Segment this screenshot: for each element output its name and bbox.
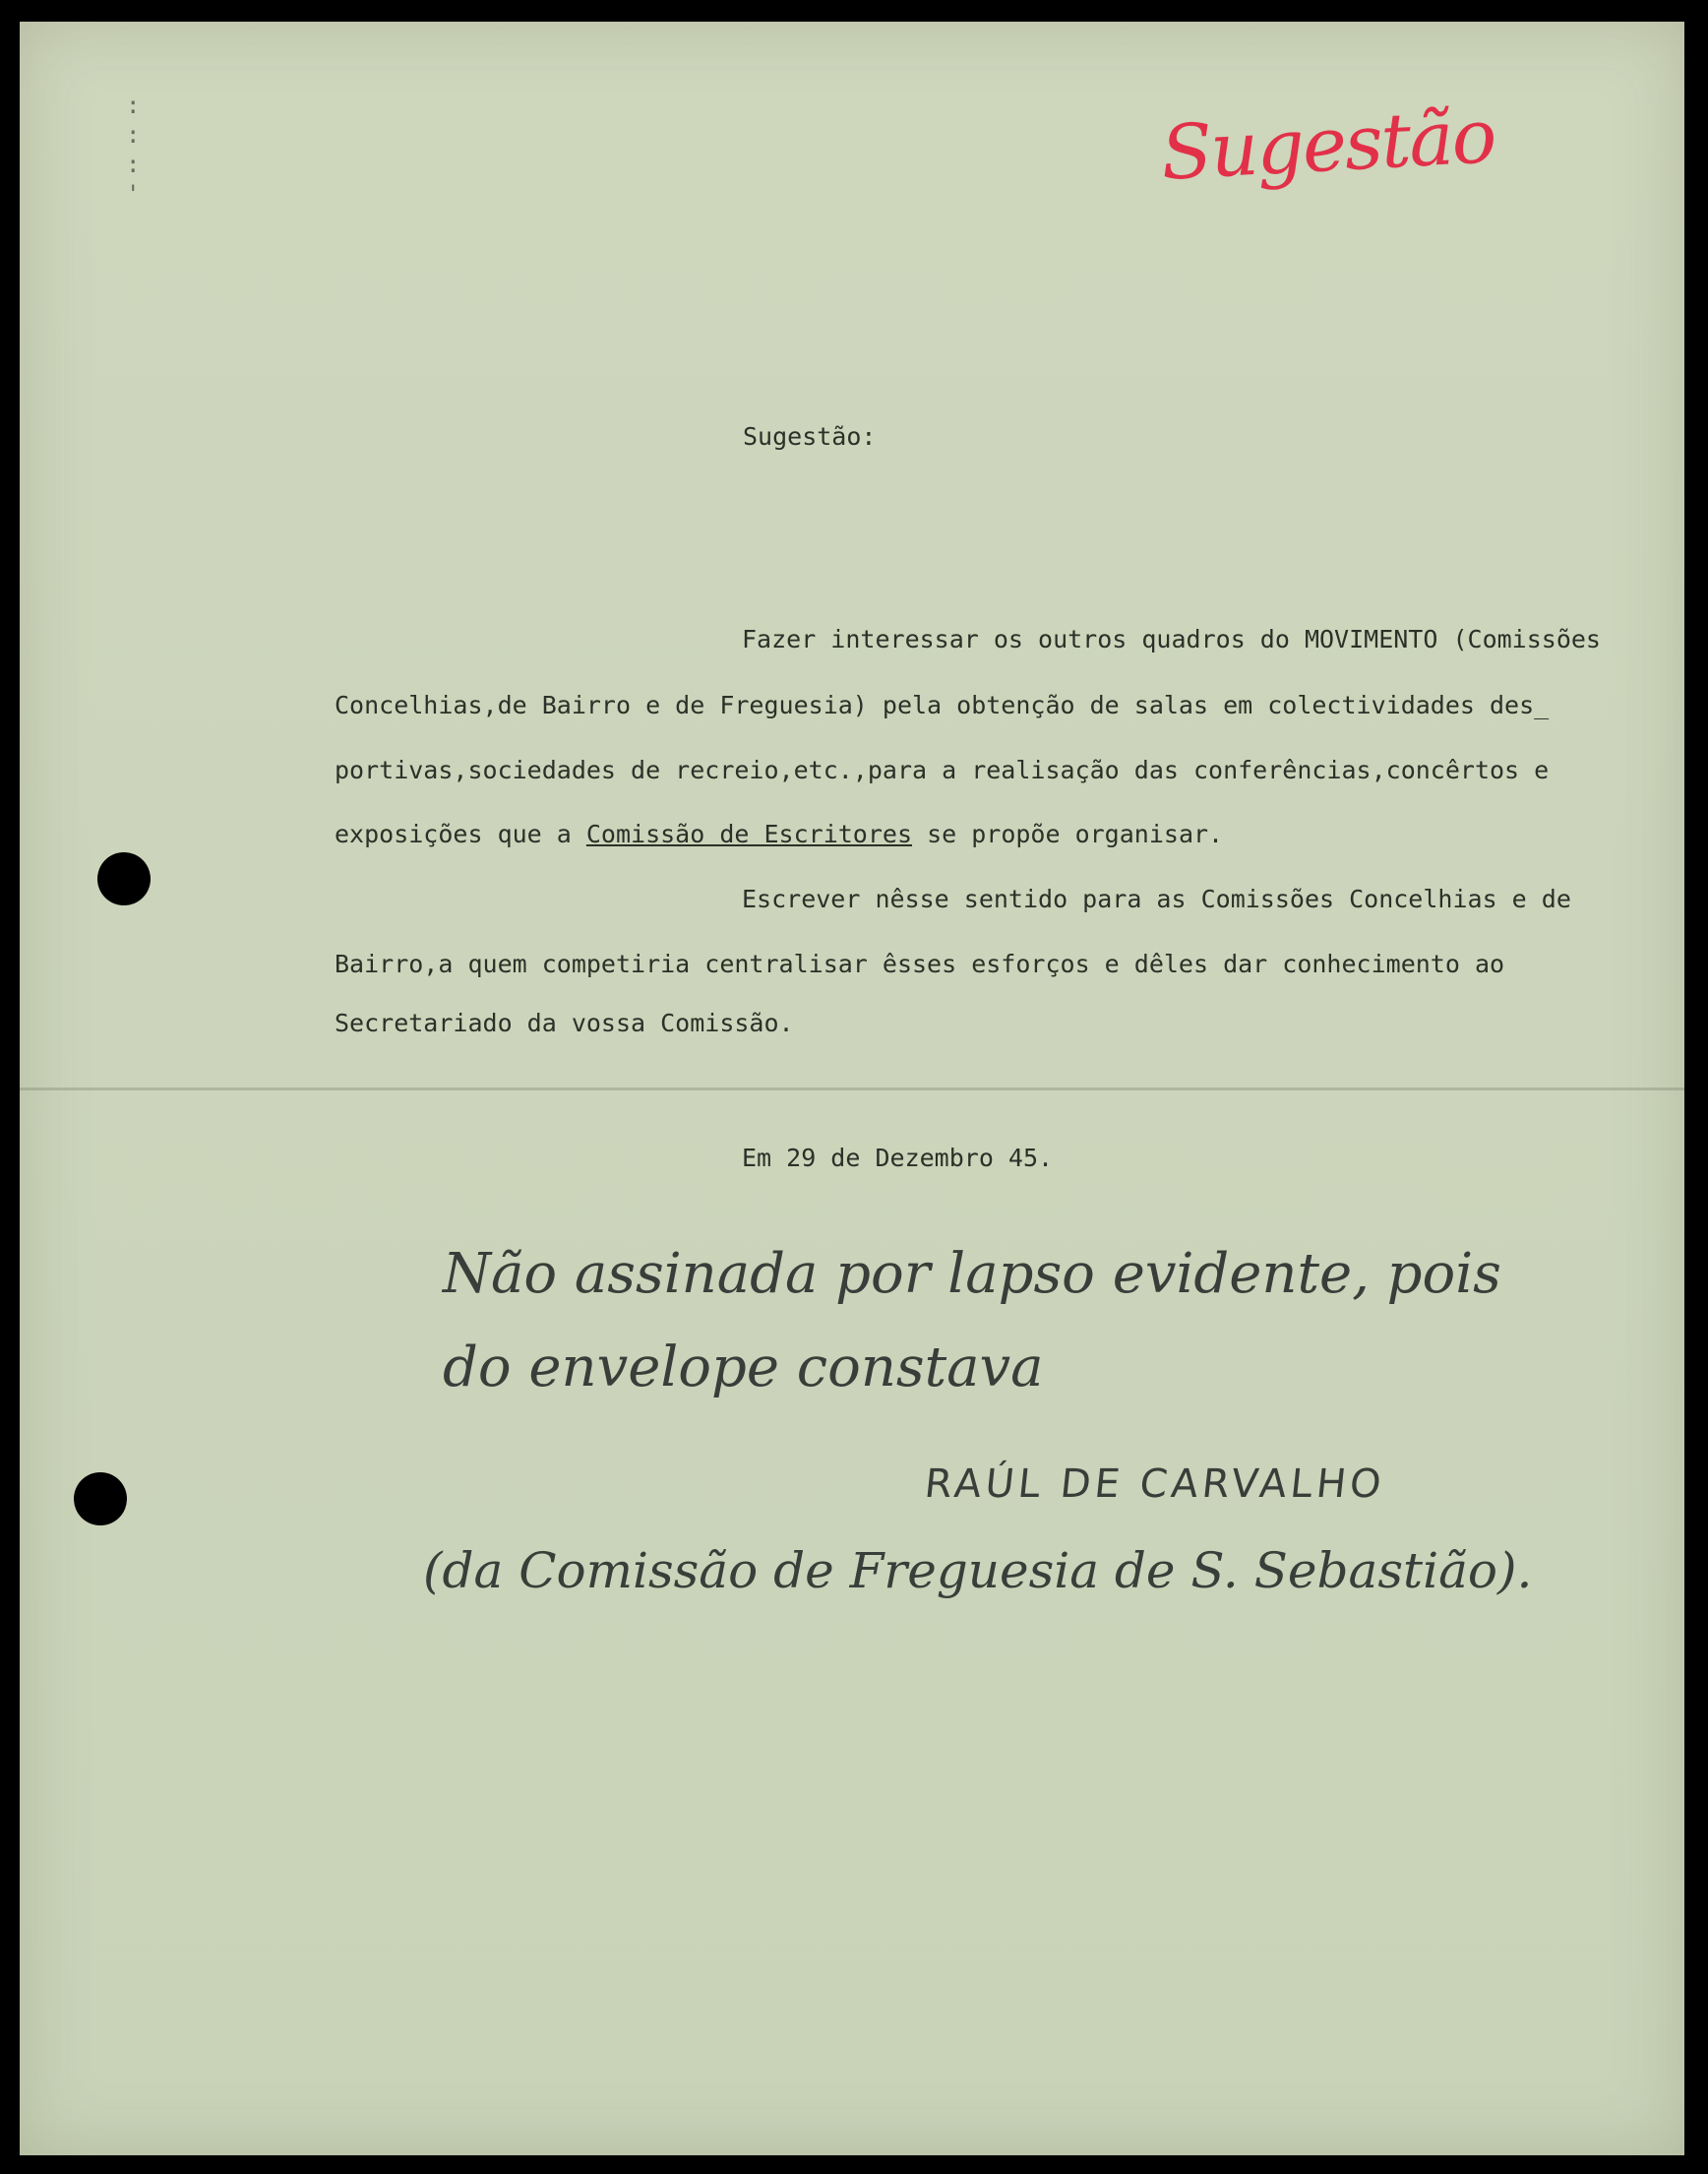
paragraph1-line2: Concelhias,de Bairro e de Freguesia) pela obtenção de salas em colectividades des_ (335, 691, 1550, 719)
punch-hole-upper (97, 852, 151, 905)
document-title: Sugestão: (743, 422, 877, 451)
paper-fold-line (20, 1087, 1684, 1090)
paragraph2-line3: Secretariado da vossa Comissão. (335, 1009, 794, 1037)
paragraph1-line4-start: exposições que a (335, 820, 586, 848)
red-handwritten-note: Sugestão (1158, 92, 1497, 197)
paragraph1-line4 (335, 820, 1223, 848)
paragraph2-line2: Bairro,a quem competiria centralisar êsses esforços e dêles dar conhecimento ao (335, 950, 1505, 978)
paragraph1-line4-end: se propõe organisar. (912, 820, 1224, 848)
document-page (20, 22, 1684, 2155)
handwritten-line4: (da Comissão de Freguesia de S. Sebastião). (423, 1542, 1533, 1599)
paragraph1-line3: portivas,sociedades de recreio,etc.,para a realisação das conferências,concêrtos e (335, 756, 1550, 784)
document-date: Em 29 de Dezembro 45. (742, 1144, 1054, 1172)
staple-mark: : : : ' (126, 92, 141, 208)
handwritten-name: RAÚL DE CARVALHO (922, 1461, 1387, 1507)
paragraph2-line1: Escrever nêsse sentido para as Comissões Concelhias e de (742, 885, 1571, 913)
punch-hole-lower (74, 1472, 127, 1525)
handwritten-line1: Não assinada por lapso evidente, pois (443, 1242, 1501, 1306)
commission-name-underlined: Comissão de Escritores (585, 820, 913, 848)
paragraph1-line1: Fazer interessar os outros quadros do MOVIMENTO (Comissões (742, 625, 1601, 653)
handwritten-line2: do envelope constava (443, 1335, 1044, 1399)
